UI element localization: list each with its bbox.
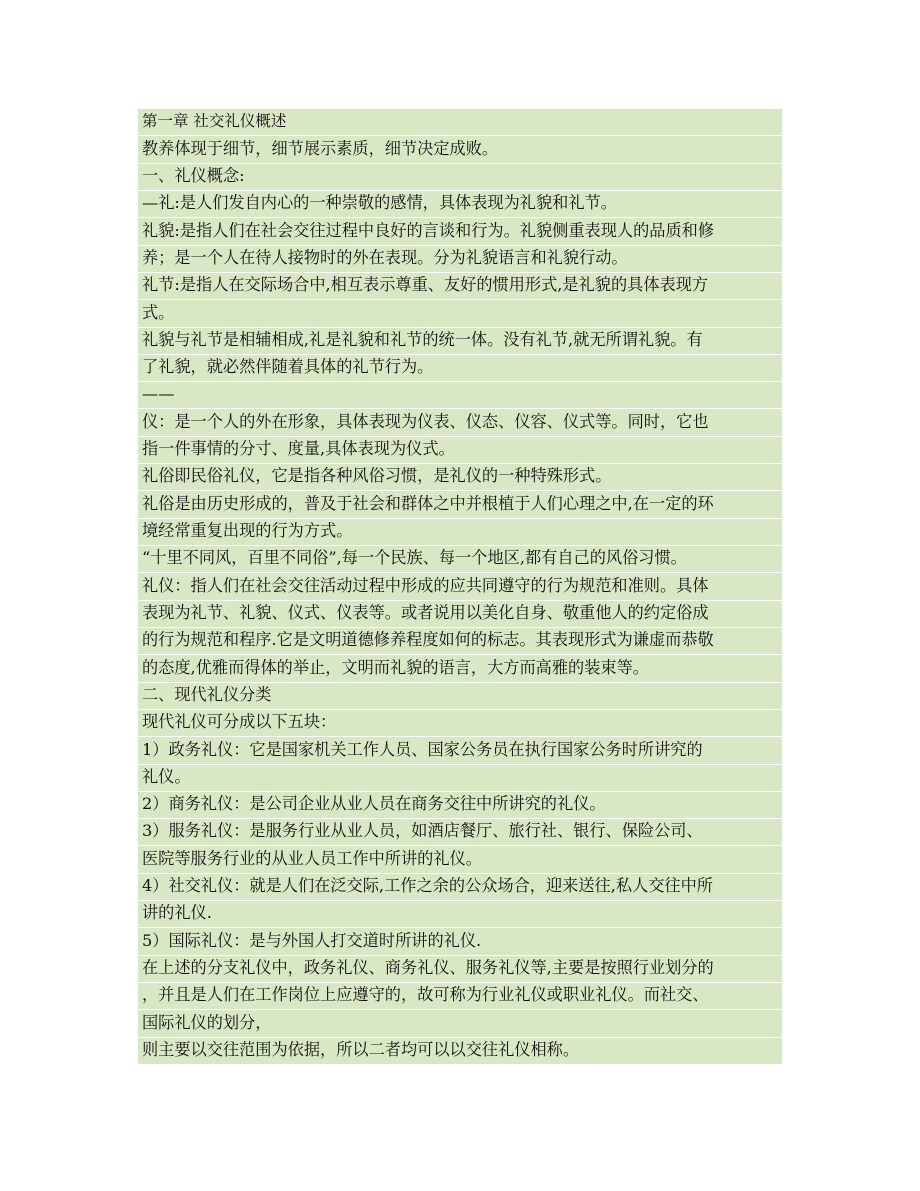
text-line-content: 表现为礼节、礼貌、仪式、仪表等。或者说用以美化自身、敬重他人的约定俗成: [142, 602, 709, 622]
text-line-content: —礼:是人们发自内心的一种崇敬的感情，具体表现为礼貌和礼节。: [142, 193, 617, 213]
text-line: [138, 409, 782, 436]
text-line-content: “十里不同风，百里不同俗”,每一个民族、每一个地区,都有自己的风俗习惯。: [142, 548, 687, 568]
list-item-text: 5）国际礼仪：是与外国人打交道时所讲的礼仪.: [142, 930, 482, 950]
list-item-line: [138, 765, 782, 792]
text-line: [138, 546, 782, 573]
section-heading: 二、现代礼仪分类: [142, 684, 272, 704]
text-line-content: 礼俗是由历史形成的，普及于社会和群体之中并根植于人们心理之中,在一定的环: [142, 493, 714, 513]
section-heading: 一、礼仪概念:: [142, 165, 245, 185]
list-item-text: 4）社交礼仪：就是人们在泛交际,工作之余的公众场合，迎来送往,私人交往中所: [142, 876, 713, 896]
text-line: [138, 437, 782, 464]
text-line-content: 礼节:是指人在交际场合中,相互表示尊重、友好的惯用形式,是礼貌的具体表现方: [142, 275, 709, 295]
list-item-line: [138, 792, 782, 819]
section-heading-line: [138, 164, 782, 191]
list-item-text: 2）商务礼仪：是公司企业从业人员在商务交往中所讲究的礼仪。: [142, 794, 606, 814]
list-item-line: [138, 928, 782, 955]
list-item-line: [138, 874, 782, 901]
list-item-text: 讲的礼仪.: [142, 903, 212, 923]
text-line-content: 礼俗即民俗礼仪，它是指各种风俗习惯，是礼仪的一种特殊形式。: [142, 466, 612, 486]
list-item-text: 1）政务礼仪：它是国家机关工作人员、国家公务员在执行国家公务时所讲究的: [142, 739, 703, 759]
text-line-content: 了礼貌，就必然伴随着具体的礼节行为。: [142, 357, 434, 377]
text-line-content: 国际礼仪的划分，: [142, 1012, 272, 1032]
list-item-line: [138, 846, 782, 873]
document-text-block: [138, 109, 782, 1065]
text-line: [138, 983, 782, 1010]
text-line: [138, 956, 782, 983]
text-line: [138, 273, 782, 300]
text-line: [138, 464, 782, 491]
text-line: [138, 382, 782, 409]
chapter-title: 第一章 社交礼仪概述: [142, 112, 287, 131]
text-line-content: 养；是一个人在待人接物时的外在表现。分为礼貌语言和礼貌行动。: [142, 247, 628, 267]
text-line-content: 现代礼仪可分成以下五块：: [142, 712, 337, 732]
text-line: [138, 1038, 782, 1065]
list-item-line: [138, 737, 782, 764]
chapter-title-line: [138, 109, 782, 136]
text-line: [138, 710, 782, 737]
text-line: [138, 300, 782, 327]
text-line: [138, 628, 782, 655]
text-line-content: 礼貌与礼节是相辅相成,礼是礼貌和礼节的统一体。没有礼节,就无所谓礼貌。有: [142, 329, 703, 349]
text-line: [138, 491, 782, 518]
text-line-content: 教养体现于细节，细节展示素质，细节决定成败。: [142, 138, 499, 158]
text-line-content: 在上述的分支礼仪中，政务礼仪、商务礼仪、服务礼仪等,主要是按照行业划分的: [142, 958, 714, 978]
text-line: [138, 655, 782, 682]
text-line: [138, 355, 782, 382]
text-line-content: 则主要以交往范围为依据，所以二者均可以以交往礼仪相称。: [142, 1039, 580, 1059]
text-line-content: 的态度,优雅而得体的举止，文明而礼貌的语言，大方而高雅的装束等。: [142, 657, 649, 677]
text-line-content: 境经常重复出现的行为方式。: [142, 521, 353, 541]
text-line-content: 仪：是一个人的外在形象，具体表现为仪表、仪态、仪容、仪式等。同时，它也: [142, 411, 709, 431]
list-item-line: [138, 901, 782, 928]
text-line-content: ，并且是人们在工作岗位上应遵守的，故可称为行业礼仪或职业礼仪。而社交、: [142, 985, 709, 1005]
text-line: [138, 218, 782, 245]
text-line: [138, 1010, 782, 1037]
text-line-content: ——: [142, 384, 175, 404]
text-line-content: 礼貌:是指人们在社会交往过程中良好的言谈和行为。礼貌侧重表现人的品质和修: [142, 220, 715, 240]
text-line-content: 式。: [142, 302, 175, 322]
list-item-text: 礼仪。: [142, 766, 191, 786]
list-item-text: 医院等服务行业的从业人员工作中所讲的礼仪。: [142, 848, 482, 868]
text-line: [138, 246, 782, 273]
text-line: [138, 191, 782, 218]
list-item-line: [138, 819, 782, 846]
text-line-content: 指一件事情的分寸、度量,具体表现为仪式。: [142, 439, 455, 459]
text-line: [138, 519, 782, 546]
section-heading-line: [138, 683, 782, 710]
text-line: [138, 573, 782, 600]
text-line: [138, 136, 782, 163]
text-line: [138, 601, 782, 628]
text-line-content: 的行为规范和程序.它是文明道德修养程度如何的标志。其表现形式为谦虚而恭敬: [142, 630, 714, 650]
text-line-content: 礼仪：指人们在社会交往活动过程中形成的应共同遵守的行为规范和准则。具体: [142, 575, 709, 595]
text-line: [138, 328, 782, 355]
list-item-text: 3）服务礼仪：是服务行业从业人员，如酒店餐厅、旅行社、银行、保险公司、: [142, 821, 703, 841]
